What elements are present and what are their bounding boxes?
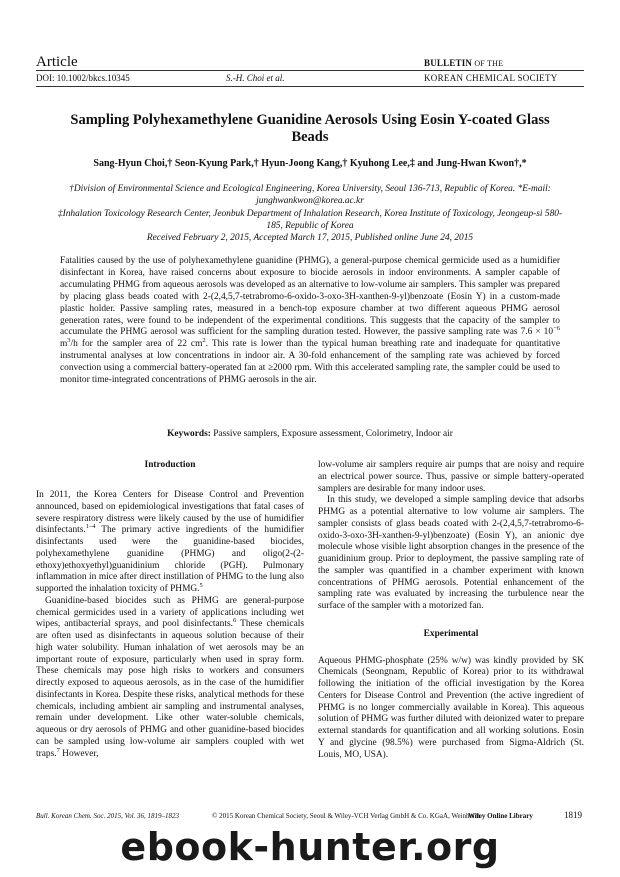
footer-citation: Bull. Korean Chem. Soc. 2015, Vol. 36, 1819–1823	[36, 812, 180, 820]
experimental-paragraph-1: Aqueous PHMG-phosphate (25% w/w) was kindly provided by SK Chemicals (Seongnam, Republic of Korea) prior to its withdrawal following the initiation of the official investigation by the Korea Centers for Disease Control and Prevention (the active ingredient of PHMG is no longer commercially available in Korea). This aqueous solution of PHMG was further diluted with deionized water to prepare external standards for quantification and all working solutions. Eosin Y and glycine (98.5%) were purchased from Sigma-Aldrich (St. Louis, MO, USA).	[318, 655, 584, 760]
header-rule-top	[36, 70, 584, 71]
publication-dates: Received February 2, 2015, Accepted March 17, 2015, Published online June 24, 2015	[146, 233, 474, 244]
article-type-label: Article	[36, 54, 78, 70]
abstract: Fatalities caused by the use of polyhexamethylene guanidine (PHMG), a general-purpose chemical germicide used as a humidifier disinfectant in Korea, have raised concerns about exposure to biocide aerosols in indoor environments. A sampler capable of accumulating PHMG from aqueous aerosols was developed as an alternative to low-volume air samplers. This sampler was prepared by placing glass beads coated with 2-(2,4,5,7-tetrabromo-6-oxido-3-oxo-3H-xanthen-9-yl)benzoate (Eosin Y) in a custom-made plastic holder. Passive sampling rates, measured in a bench-top exposure chamber at two different aqueous PHMG aerosol generation rates, were found to be independent of the experimental conditions. This suggests that the capacity of the sampler to accumulate the PHMG aerosol was sufficient for the sampling duration tested. However, the passive sampling rate was $7.6 \times 10^{-6}$ $m^3/h$ for the sampler area of 22 $cm^2$. This rate is lower than the typical human breathing rate and inadequate for quantitative instrumental analyses at low concentrations in indoor air. A 30-fold enhancement of the sampling rate was achieved by forced convection using a commercial battery-operated fan at ≥2000 rpm. With this accelerated sampling rate, the sampler could be used to monitor time-integrated concentrations of PHMG aerosols in the air.	[60, 256, 560, 386]
affiliation-2: ‡Inhalation Toxicology Research Center, Jeonbuk Department of Inhalation Research, Korea Institute of Toxicology, Jeongeup-si 580-185, Republic of Korea	[57, 208, 563, 231]
left-column	[36, 490, 304, 760]
article-title: Sampling Polyhexamethylene Guanidine Aerosols Using Eosin Y-coated Glass Beads	[70, 112, 550, 145]
watermark-text: ebook-hunter.org	[120, 825, 500, 869]
intro-paragraph-3: low-volume air samplers require air pumps that are noisy and require an electrical power source. Thus, passive or simple battery-operated samplers are desirable for many indoor uses.	[318, 460, 584, 494]
header-rule-bottom	[36, 86, 584, 87]
author-list: Sang-Hyun Choi,† Seon-Kyung Park,† Hyun-Joong Kang,† Kyuhong Lee,‡ and Jung-Hwan Kwon†,*	[93, 158, 527, 169]
journal-name-line1: BULLETIN OF THE	[424, 58, 504, 68]
doi-text[interactable]: DOI: 10.1002/bkcs.10345	[36, 73, 130, 83]
experimental-heading: Experimental	[423, 628, 479, 639]
page-number: 1819	[564, 810, 582, 820]
affiliation-1: †Division of Environmental Science and Ecological Engineering, Korea University, Seoul 136-713, Republic of Korea. *E-mail: junghwankwon@korea.ac.kr	[69, 184, 551, 207]
footer-copyright: © 2015 Korean Chemical Society, Seoul & Wiley-VCH Verlag GmbH & Co. KGaA, Weinheim	[212, 812, 481, 820]
intro-paragraph-2: Guanidine-based biocides such as PHMG are general-purpose chemical germicides used in a variety of applications including wet wipes, antibacterial sprays, and pool disinfectants.$^6$ These chemicals are often used as disinfectants in aqueous solution because of their high water solubility. Human inhalation of wet aerosols may be an important route of exposure, particularly when used in spray form. These chemicals may pose high risks to workers and consumers directly exposed to aqueous aerosols, as in the case of the humidifier disinfectants in Korea. Despite these risks, analytical methods for these chemicals, including ambient air sampling and instrumental analyses, remain under development. Like other water-soluble chemicals, aqueous or dry aerosols of PHMG and other guanidine-based biocides can be sampled using low-volume air samplers coupled with wet traps.$^7$ However,	[36, 595, 304, 759]
right-column	[318, 460, 584, 761]
intro-paragraph-1: In 2011, the Korea Centers for Disease Control and Prevention announced, based on epidemiological investigations that fatal cases of severe respiratory distress were likely caused by the use of humidifier disinfectants.$^{1-4}$ The primary active ingredients of the humidifier disinfectants used were the guanidine-based biocides, polyhexamethylene guanidine (PHMG) and oligo(2-(2-ethoxy)ethoxyethyl)guanidinium chloride (PGH). Pulmonary inflammation in mice after direct instillation of PHMG to the lung also supported the inhalation toxicity of PHMG.$^5$	[36, 490, 304, 594]
introduction-heading: Introduction	[144, 460, 196, 470]
intro-paragraph-4: In this study, we developed a simple sampling device that adsorbs PHMG as a potential alternative to low volume air samplers. The sampler consists of glass beads coated with 2-(2,4,5,7-tetrabromo-6-oxido-3-oxo-3H-xanthen-9-yl)benzoate) (Eosin Y), an anionic dye molecule whose visible light absorption changes in the presence of the guanidinium group. Prior to deployment, the passive sampling rate of the sampler was quantified in a chamber experiment with known concentrations of PHMG aerosols. Potential enhancement of the sampling rate was evaluated by increasing the turbulence near the surface of the sampler with a motorized fan.	[318, 495, 584, 611]
footer-wiley-online-library[interactable]: Wiley Online Library	[468, 812, 533, 820]
keywords: Keywords: Passive samplers, Exposure assessment, Colorimetry, Indoor air	[167, 429, 453, 439]
running-author: S.-H. Choi et al.	[226, 73, 285, 83]
journal-name-line2: KOREAN CHEMICAL SOCIETY	[424, 73, 558, 83]
affiliations	[56, 183, 564, 244]
